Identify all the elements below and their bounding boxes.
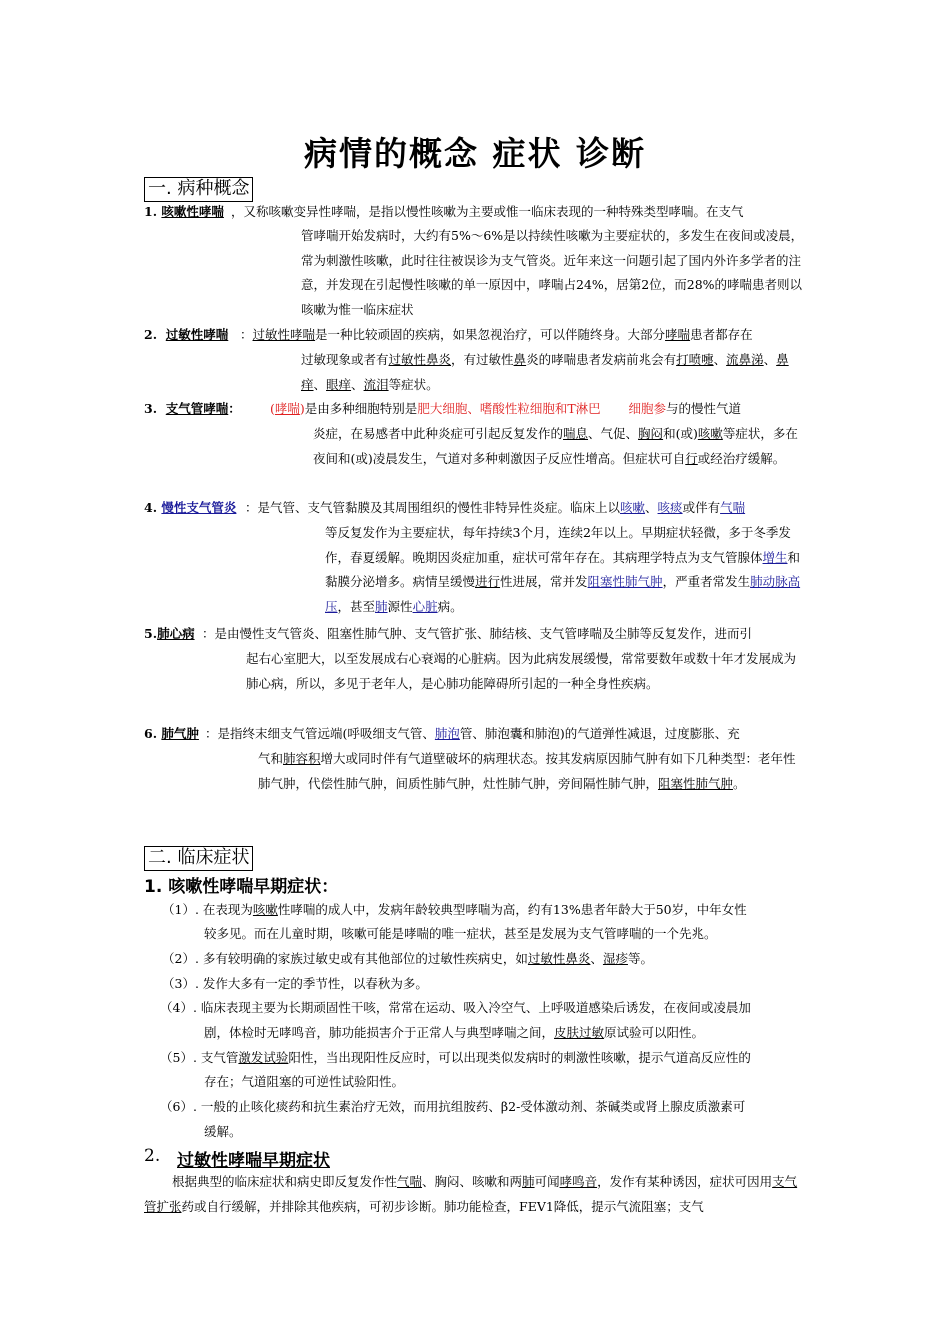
item1-label: 1. 咳嗽性哮喘 bbox=[144, 204, 224, 219]
page-title: 病情的概念 症状 诊断 bbox=[304, 134, 646, 173]
point-4: （4）. 临床表现主要为长期顽固性干咳，常常在运动、吸入冷空气、上呼吸道感染后诱发，在夜间或凌晨加 bbox=[160, 1000, 751, 1015]
point-5-cont: 存在；气道阻塞的可逆性试验阳性。 bbox=[204, 1074, 405, 1089]
item2-text-first: ：过敏性哮喘是一种比较顽固的疾病，如果忽视治疗，可以伴随终身。大部分哮喘患者都存在 bbox=[240, 327, 753, 342]
item1-text-cont: 管哮喘开始发病时，大约有5%～6%是以持续性咳嗽为主要症状的，多发生在夜间或凌晨，常为刺激性咳嗽，此时往往被误诊为支气管炎。近年来这一问题引起了国内外许多学者的注意，并发现在引起慢性咳嗽的单一原因中，哮喘占24%，居第2位，而28%的哮喘患者则以咳嗽为惟一临床症状 bbox=[301, 228, 804, 317]
item3-text-first: (哮喘)是由多种细胞特别是肥大细胞、嗜酸性粒细胞和T淋巴 细胞参与的慢性气道 bbox=[270, 401, 742, 416]
section2-subheading-1: 1. 咳嗽性哮喘早期症状： bbox=[144, 877, 339, 897]
section2-subheading-2-number: 2. bbox=[144, 1146, 161, 1166]
item1-text: ，又称咳嗽变异性哮喘，是指以慢性咳嗽为主要或惟一临床表现的一种特殊类型哮喘。在支气 bbox=[231, 204, 744, 219]
section2-subheading-2: 过敏性哮喘早期症状 bbox=[177, 1151, 330, 1171]
item4-label: 4. 慢性支气管炎 bbox=[144, 500, 237, 515]
section1-heading: 一. 病种概念 bbox=[144, 177, 253, 202]
point-4-cont: 剧，体检时无哮鸣音，肺功能损害介于正常人与典型哮喘之间，皮肤过敏原试验可以阳性。 bbox=[204, 1025, 705, 1040]
item5-text-cont: 起右心室肥大，以至发展成右心衰竭的心脏病。因为此病发展缓慢，常常要数年或数十年才发展成为肺心病，所以，多见于老年人，是心肺功能障碍所引起的一种全身性疾病。 bbox=[246, 651, 797, 691]
point-6-cont: 缓解。 bbox=[204, 1124, 242, 1139]
item3-text-cont: 炎症，在易感者中此种炎症可引起反复发作的喘息、气促、胸闷和(或)咳嗽等症状，多在夜间和(或)凌晨发生，气道对多种刺激因子反应性增高。但症状可自行或经治疗缓解。 bbox=[313, 426, 798, 466]
item5-text-first: ：是由慢性支气管炎、阻塞性肺气肿、支气管扩张、肺结核、支气管哮喘及尘肺等反复发作，进而引 bbox=[202, 626, 753, 641]
point-6: （6）. 一般的止咳化痰药和抗生素治疗无效，而用抗组胺药、β2-受体激动剂、茶碱类或肾上腺皮质激素可 bbox=[160, 1099, 746, 1114]
item3-label: 3. 支气管哮喘： bbox=[144, 401, 241, 416]
item6-text-first: ：是指终末细支气管远端(呼吸细支气管、肺泡管、肺泡囊和肺泡)的气道弹性减退，过度膨胀、充 bbox=[205, 726, 740, 741]
point-3: （3）. 发作大多有一定的季节性，以春秋为多。 bbox=[162, 976, 428, 991]
point-1-cont: 较多见。而在儿童时期，咳嗽可能是哮喘的唯一症状，甚至是发展为支气管哮喘的一个先兆。 bbox=[204, 926, 717, 941]
item4-text-cont: 等反复发作为主要症状，每年持续3个月，连续2年以上。早期症状轻微，多于冬季发作，春夏缓解。晚期因炎症加重，症状可常年存在。其病理学特点为支气管腺体增生和黏膜分泌增多。病情呈缓慢进行性进展，常并发阻塞性肺气肿，严重者常发生肺动脉高压，甚至肺源性心脏病。 bbox=[325, 525, 801, 614]
point-5: （5）. 支气管激发试验阳性，当出现阳性反应时，可以出现类似发病时的刺激性咳嗽，提示气道高反应性的 bbox=[160, 1050, 751, 1065]
section2-heading: 二. 临床症状 bbox=[144, 846, 253, 871]
point-2: （2）. 多有较明确的家族过敏史或有其他部位的过敏性疾病史，如过敏性鼻炎、湿疹等。 bbox=[162, 951, 653, 966]
item6-label: 6. 肺气肿 bbox=[144, 726, 199, 741]
item2-text-cont: 过敏现象或者有过敏性鼻炎，有过敏性鼻炎的哮喘患者发病前兆会有打喷嚏、流鼻涕、鼻痒、眼痒、流泪等症状。 bbox=[301, 352, 789, 392]
point-1: （1）. 在表现为咳嗽性哮喘的成人中，发病年龄较典型哮喘为高，约有13%患者年龄大于50岁，中年女性 bbox=[162, 902, 747, 917]
item2-label: 2. 过敏性哮喘 bbox=[144, 327, 229, 342]
section2-paragraph: 根据典型的临床症状和病史即反复发作性气喘、胸闷、咳嗽和两肺可闻哮鸣音，发作有某种诱因，症状可因用支气管扩张药或自行缓解，并排除其他疾病，可初步诊断。肺功能检查，FEV1降低，提示气流阻塞；支气 bbox=[144, 1174, 798, 1214]
item5-label: 5.肺心病 bbox=[144, 626, 195, 641]
item4-text-first: ：是气管、支气管黏膜及其周围组织的慢性非特异性炎症。临床上以咳嗽、咳痰或伴有气喘 bbox=[245, 500, 746, 515]
item6-text-cont: 气和肺容积增大或同时伴有气道壁破坏的病理状态。按其发病原因肺气肿有如下几种类型：老年性肺气肿，代偿性肺气肿，间质性肺气肿，灶性肺气肿，旁间隔性肺气肿，阻塞性肺气肿。 bbox=[258, 751, 796, 791]
